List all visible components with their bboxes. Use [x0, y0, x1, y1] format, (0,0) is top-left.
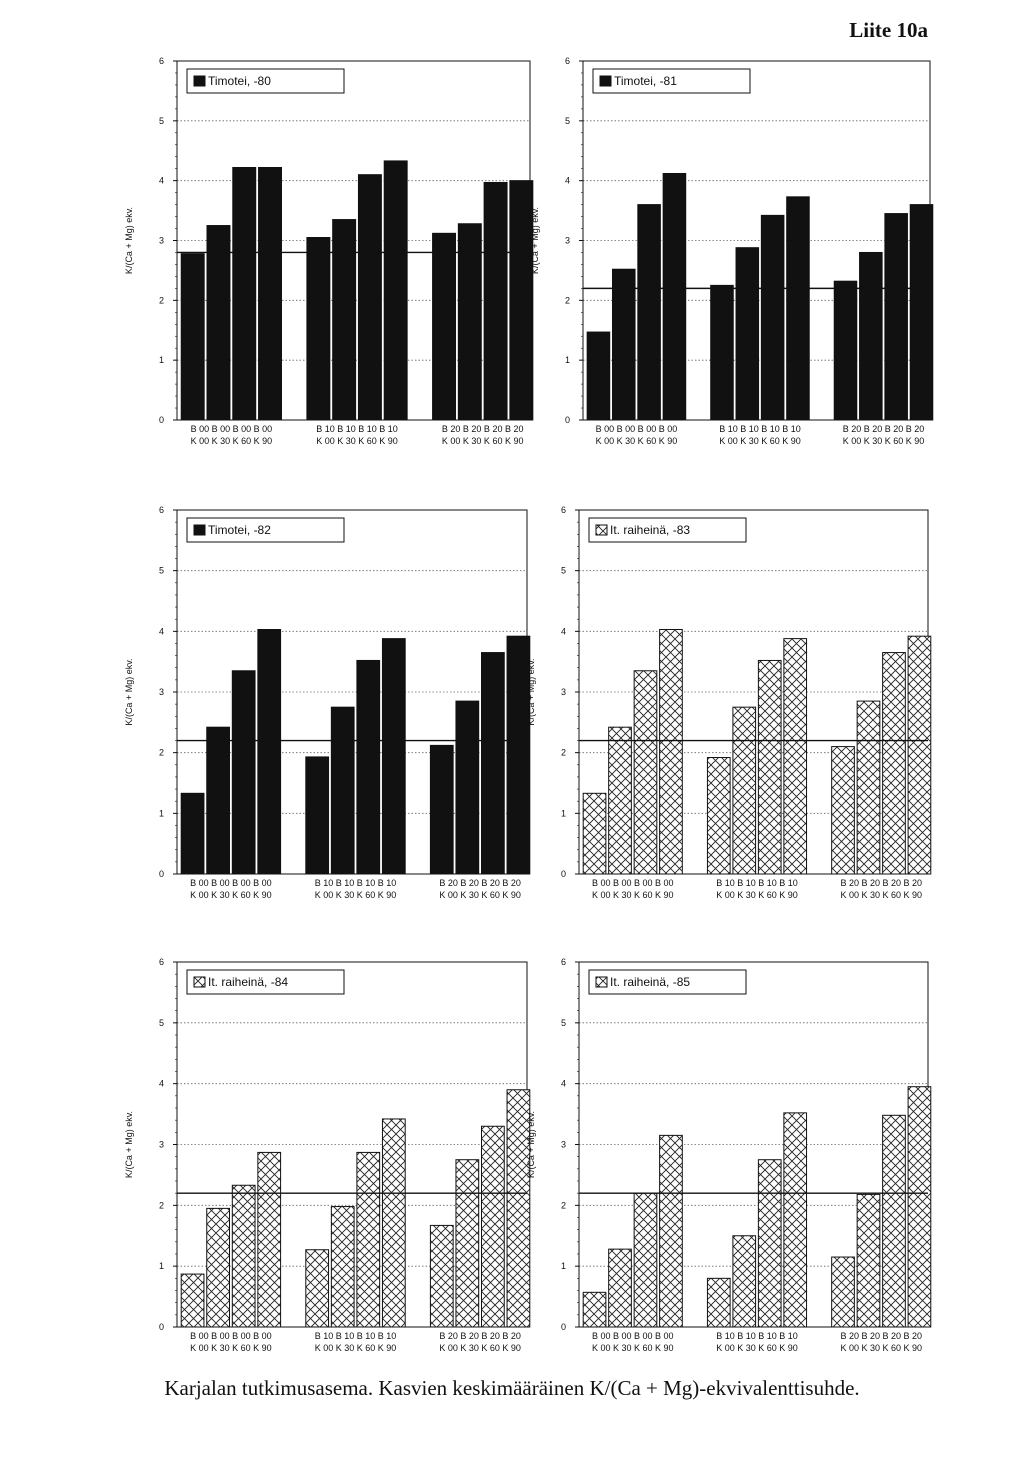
bar-g2-b2 — [331, 1207, 354, 1327]
x-category-label: K 00 K 30 K 60 K 90 — [719, 436, 801, 446]
legend-swatch — [194, 977, 205, 987]
x-category-label: B 00 B 00 B 00 B 00 — [591, 1331, 674, 1341]
y-axis-label: K/(Ca + Mg) ekv. — [124, 1110, 134, 1179]
bar-g2-b1 — [306, 1250, 329, 1327]
y-tick-label: 1 — [158, 355, 164, 366]
x-category-label: B 10 B 10 B 10 B 10 — [716, 878, 798, 888]
bar-g3-b3 — [482, 653, 505, 874]
bar-g1-b4 — [663, 173, 686, 420]
bar-g2-b2 — [733, 1236, 756, 1327]
y-tick-label: 2 — [158, 1200, 164, 1211]
y-tick-label: 1 — [158, 808, 164, 819]
bar-g1-b3 — [232, 671, 255, 874]
x-category-label: B 20 B 20 B 20 B 20 — [840, 878, 923, 888]
bar-g3-b1 — [832, 747, 855, 874]
bar-g2-b3 — [758, 1160, 781, 1327]
x-category-label: K 00 K 30 K 60 K 90 — [840, 890, 923, 900]
bar-g3-b2 — [456, 701, 479, 874]
y-tick-label: 5 — [560, 1017, 566, 1028]
x-category-label: B 10 B 10 B 10 B 10 — [314, 878, 397, 888]
y-tick-label: 0 — [158, 869, 164, 879]
bar-g2-b3 — [357, 660, 380, 874]
y-tick-label: 2 — [560, 1200, 566, 1211]
x-category-label: K 00 K 30 K 60 K 90 — [441, 436, 524, 446]
legend-label: It. raiheinä, -85 — [610, 975, 691, 989]
bar-g1-b3 — [233, 168, 256, 420]
bar-g3-b4 — [908, 636, 931, 874]
x-category-label: K 00 K 30 K 60 K 90 — [190, 436, 273, 446]
y-tick-label: 0 — [158, 1322, 164, 1332]
bar-g1-b2 — [207, 727, 230, 874]
bar-g2-b2 — [333, 220, 356, 420]
y-tick-label: 4 — [564, 175, 570, 186]
bar-g3-b1 — [832, 1257, 855, 1327]
bar-g2-b3 — [357, 1152, 380, 1327]
y-tick-label: 6 — [564, 56, 570, 66]
y-axis-label: K/(Ca + Mg) ekv. — [124, 206, 134, 275]
x-category-label: B 20 B 20 B 20 B 20 — [439, 1331, 521, 1341]
y-tick-label: 0 — [564, 415, 570, 425]
bar-g1-b2 — [207, 226, 230, 420]
x-category-label: K 00 K 30 K 60 K 90 — [314, 1343, 397, 1353]
x-category-label: K 00 K 30 K 60 K 90 — [840, 1343, 923, 1353]
x-category-label: K 00 K 30 K 60 K 90 — [842, 436, 925, 446]
y-axis-label: K/(Ca + Mg) ekv. — [530, 206, 540, 275]
bar-g1-b4 — [259, 168, 282, 420]
bar-g1-b1 — [181, 254, 204, 420]
x-category-label: K 00 K 30 K 60 K 90 — [190, 890, 272, 900]
y-tick-label: 4 — [158, 175, 164, 186]
bar-g2-b4 — [784, 1113, 807, 1327]
legend-label: Timotei, -81 — [614, 74, 677, 88]
y-tick-label: 6 — [560, 957, 566, 967]
bar-g3-b3 — [885, 214, 908, 420]
legend-label: It. raiheinä, -84 — [208, 975, 289, 989]
bar-g3-b3 — [482, 1126, 505, 1327]
y-tick-label: 0 — [158, 415, 164, 425]
bar-g2-b1 — [307, 238, 330, 420]
y-tick-label: 6 — [560, 505, 566, 515]
x-category-label: K 00 K 30 K 60 K 90 — [439, 1343, 521, 1353]
x-category-label: B 00 B 00 B 00 B 00 — [595, 424, 678, 434]
bar-g3-b2 — [857, 1194, 880, 1327]
bar-g1-b3 — [634, 1193, 657, 1327]
bar-g2-b1 — [711, 285, 734, 420]
bar-g3-b4 — [908, 1087, 931, 1327]
bar-g1-b1 — [181, 1274, 204, 1327]
bar-g2-b4 — [784, 639, 807, 874]
x-category-label: B 10 B 10 B 10 B 10 — [316, 424, 398, 434]
bar-g2-b2 — [733, 707, 756, 874]
bar-g2-b3 — [358, 175, 381, 420]
bar-g2-b2 — [736, 248, 759, 420]
y-tick-label: 6 — [158, 957, 164, 967]
y-tick-label: 5 — [560, 565, 566, 576]
x-category-label: B 20 B 20 B 20 B 20 — [842, 424, 925, 434]
x-category-label: K 00 K 30 K 60 K 90 — [595, 436, 678, 446]
bar-g3-b2 — [458, 224, 481, 420]
bar-g1-b3 — [232, 1185, 255, 1327]
chart-panel-4 — [526, 505, 931, 900]
bar-g3-b1 — [430, 1225, 453, 1327]
bar-g1-b3 — [634, 671, 657, 874]
bar-g2-b4 — [787, 197, 810, 420]
bar-g1-b4 — [258, 630, 281, 874]
y-tick-label: 4 — [560, 626, 566, 637]
y-tick-label: 3 — [158, 687, 164, 697]
bar-g1-b1 — [583, 793, 606, 874]
x-category-label: B 00 B 00 B 00 B 00 — [190, 878, 272, 888]
bar-g1-b1 — [583, 1292, 606, 1327]
bar-g2-b1 — [707, 1278, 730, 1327]
page-heading: Liite 10a — [849, 18, 928, 42]
legend-swatch — [194, 76, 205, 86]
legend-swatch — [194, 525, 205, 535]
y-axis-label: K/(Ca + Mg) ekv. — [124, 658, 134, 726]
y-tick-label: 2 — [564, 295, 570, 306]
bar-g1-b2 — [612, 269, 635, 420]
bar-g2-b2 — [331, 707, 354, 874]
figure-caption: Karjalan tutkimusasema. Kasvien keskimääräinen K/(Ca + Mg)-ekvivalenttisuhde. — [164, 1376, 860, 1400]
bar-g3-b3 — [883, 1115, 906, 1327]
y-tick-label: 3 — [158, 235, 164, 246]
y-tick-label: 2 — [158, 295, 164, 306]
x-category-label: B 20 B 20 B 20 B 20 — [439, 878, 521, 888]
legend-label: Timotei, -82 — [208, 523, 271, 537]
x-category-label: B 00 B 00 B 00 B 00 — [591, 878, 674, 888]
bar-g3-b2 — [857, 701, 880, 874]
bar-g1-b2 — [207, 1208, 230, 1327]
bar-g2-b3 — [758, 660, 781, 874]
y-tick-label: 4 — [158, 626, 164, 637]
y-tick-label: 1 — [158, 1261, 164, 1272]
chart-panel-1 — [124, 56, 533, 446]
y-tick-label: 3 — [560, 687, 566, 697]
x-category-label: B 00 B 00 B 00 B 00 — [190, 424, 273, 434]
x-category-label: K 00 K 30 K 60 K 90 — [190, 1343, 272, 1353]
chart-panel-5 — [124, 957, 530, 1353]
x-category-label: B 10 B 10 B 10 B 10 — [314, 1331, 397, 1341]
bar-g3-b2 — [860, 252, 883, 420]
y-tick-label: 3 — [564, 235, 570, 246]
x-category-label: K 00 K 30 K 60 K 90 — [314, 890, 397, 900]
bar-g1-b4 — [660, 1135, 683, 1327]
y-tick-label: 0 — [560, 1322, 566, 1332]
bar-g1-b4 — [258, 1152, 281, 1327]
bar-g3-b1 — [433, 233, 456, 420]
y-tick-label: 4 — [158, 1078, 164, 1089]
chart-panel-2 — [530, 56, 933, 446]
x-category-label: K 00 K 30 K 60 K 90 — [591, 1343, 674, 1353]
x-category-label: K 00 K 30 K 60 K 90 — [316, 436, 398, 446]
x-category-label: B 20 B 20 B 20 B 20 — [840, 1331, 923, 1341]
legend-swatch — [600, 76, 611, 86]
y-tick-label: 2 — [560, 747, 566, 758]
bar-g1-b1 — [587, 332, 610, 420]
y-tick-label: 1 — [560, 1261, 566, 1272]
y-tick-label: 1 — [560, 808, 566, 819]
bar-g1-b3 — [638, 205, 661, 420]
y-tick-label: 6 — [158, 56, 164, 66]
y-axis-label: K/(Ca + Mg) ekv. — [526, 658, 536, 726]
bar-g3-b2 — [456, 1160, 479, 1327]
x-category-label: K 00 K 30 K 60 K 90 — [716, 890, 798, 900]
legend-swatch — [596, 525, 607, 535]
chart-panel-6 — [526, 957, 931, 1353]
x-category-label: B 00 B 00 B 00 B 00 — [190, 1331, 272, 1341]
bar-g1-b2 — [609, 1249, 632, 1327]
bar-g3-b1 — [834, 281, 857, 420]
bar-g2-b4 — [384, 161, 407, 420]
bar-g3-b3 — [484, 182, 507, 420]
x-category-label: K 00 K 30 K 60 K 90 — [439, 890, 521, 900]
bar-g3-b1 — [430, 745, 453, 874]
bar-g2-b1 — [707, 758, 730, 874]
x-category-label: B 10 B 10 B 10 B 10 — [716, 1331, 798, 1341]
bar-g2-b4 — [382, 1119, 405, 1327]
legend-label: It. raiheinä, -83 — [610, 523, 691, 537]
chart-panel-3 — [124, 505, 530, 900]
bar-g2-b3 — [761, 215, 784, 420]
y-axis-label: K/(Ca + Mg) ekv. — [526, 1110, 536, 1179]
legend-swatch — [596, 977, 607, 987]
y-tick-label: 3 — [158, 1139, 164, 1150]
x-category-label: K 00 K 30 K 60 K 90 — [716, 1343, 798, 1353]
y-tick-label: 6 — [158, 505, 164, 515]
y-tick-label: 0 — [560, 869, 566, 879]
y-tick-label: 5 — [158, 1017, 164, 1028]
y-tick-label: 5 — [158, 565, 164, 576]
x-category-label: B 20 B 20 B 20 B 20 — [441, 424, 524, 434]
y-tick-label: 2 — [158, 747, 164, 758]
bar-g2-b4 — [382, 639, 405, 874]
bar-g3-b4 — [910, 205, 933, 420]
y-tick-label: 1 — [564, 355, 570, 366]
bar-g1-b4 — [660, 630, 683, 874]
bar-g1-b2 — [609, 727, 632, 874]
y-tick-label: 4 — [560, 1078, 566, 1089]
bar-g1-b1 — [181, 793, 204, 874]
bar-g2-b1 — [306, 757, 329, 874]
x-category-label: K 00 K 30 K 60 K 90 — [591, 890, 674, 900]
bar-g3-b3 — [883, 653, 906, 874]
x-category-label: B 10 B 10 B 10 B 10 — [719, 424, 801, 434]
y-tick-label: 3 — [560, 1139, 566, 1150]
y-tick-label: 5 — [158, 115, 164, 126]
y-tick-label: 5 — [564, 115, 570, 126]
legend-label: Timotei, -80 — [208, 74, 271, 88]
